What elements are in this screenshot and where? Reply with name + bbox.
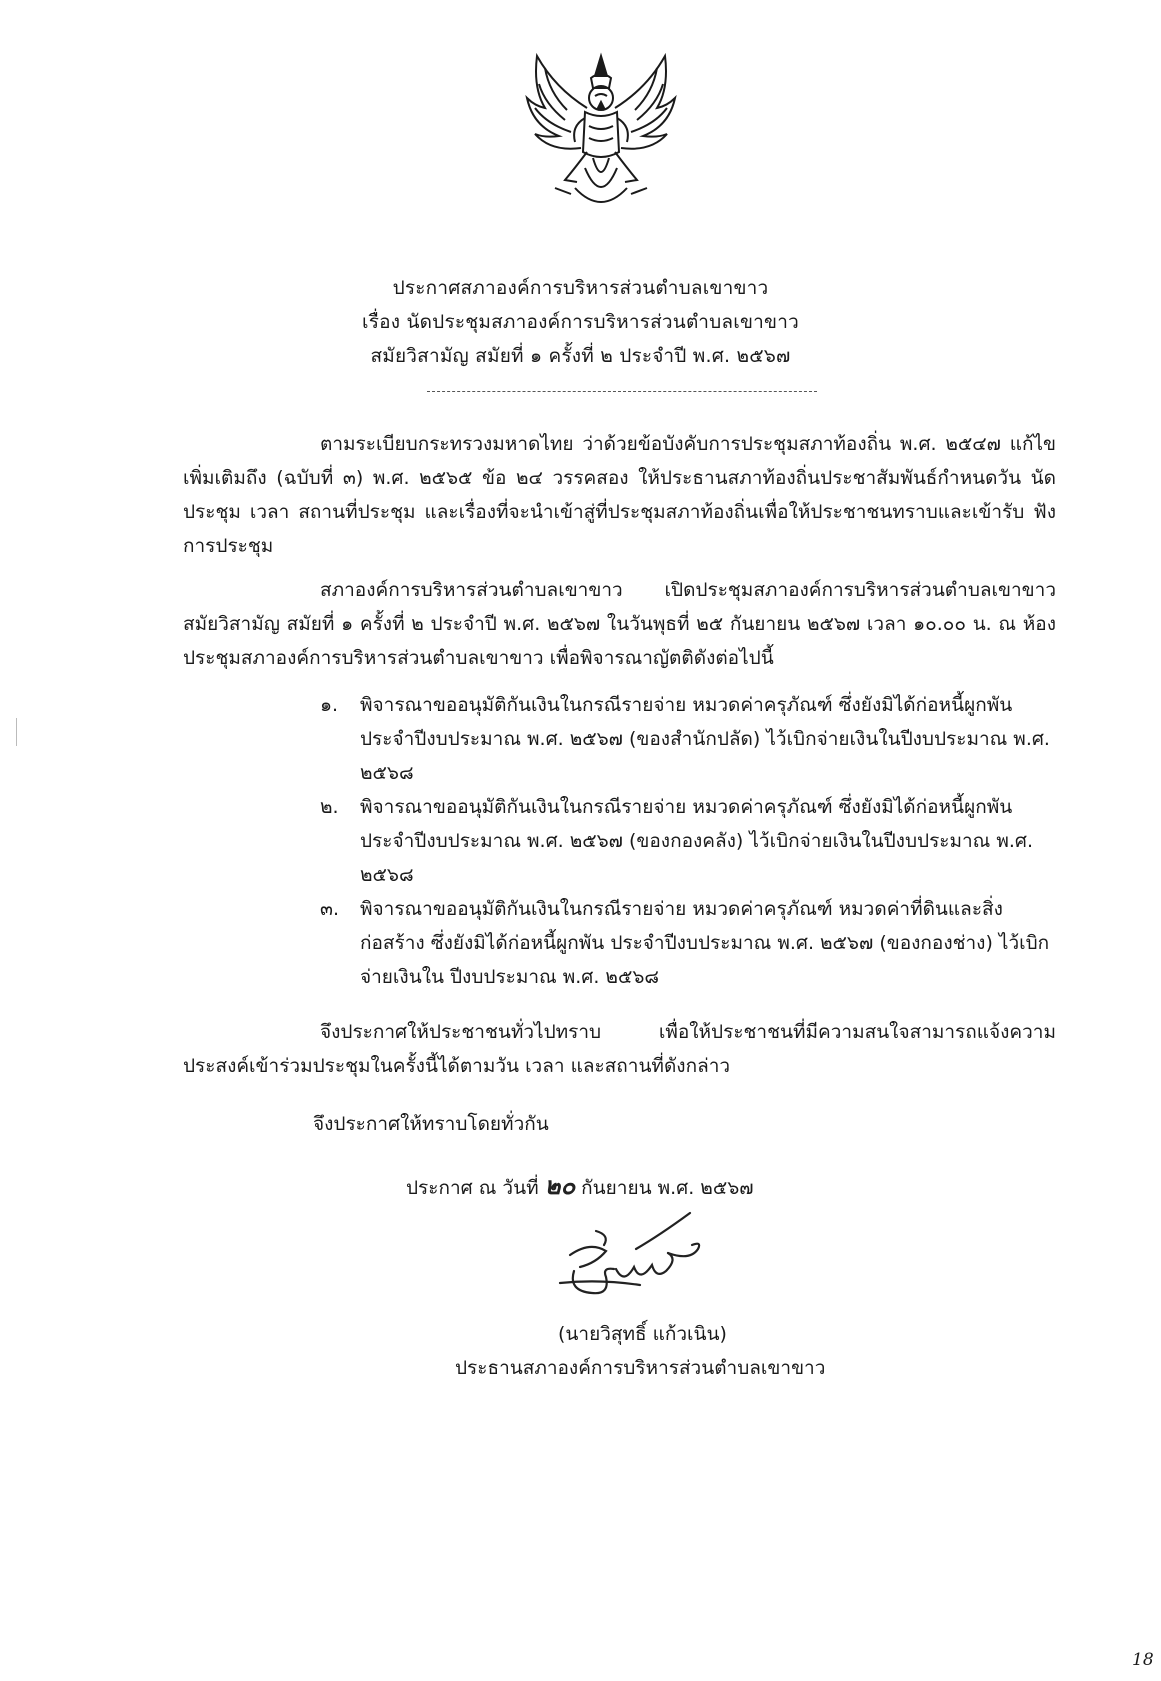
date-prefix: ประกาศ ณ วันที่ — [406, 1177, 545, 1199]
closing-statement: จึงประกาศให้ทราบโดยทั่วกัน — [313, 1113, 549, 1135]
page-number: 18 — [1132, 1650, 1154, 1670]
agenda-item — [320, 688, 1060, 790]
paragraph-meeting-text: สภาองค์การบริหารส่วนตำบลเขาขาว เปิดประชุมสภาองค์การบริหารส่วนตำบลเขาขาว สมัยวิสามัญ สมัยที่ ๑ ครั้งที่ ๒ ประจำปี พ.ศ. ๒๕๖๗ ในวันพุธที่ ๒๕ กันยายน ๒๕๖๗ เวลา ๑๐.๐๐ น. ณ ห้องประชุมสภาองค์การบริหารส่วนตำบลเขาขาว เพื่อพิจารณาญัตติดังต่อไปนี้ — [183, 579, 1056, 669]
paragraph-regulation — [183, 427, 1056, 563]
handwritten-signature — [540, 1205, 750, 1315]
announcement-session: สมัยวิสามัญ สมัยที่ ๑ ครั้งที่ ๒ ประจำปี พ.ศ. ๒๕๖๗ — [370, 345, 791, 367]
agenda-item — [320, 892, 1060, 994]
date-suffix: กันยายน พ.ศ. ๒๕๖๗ — [575, 1177, 754, 1199]
agenda-text: พิจารณาขออนุมัติกันเงินในกรณีรายจ่าย หมวดค่าครุภัณฑ์ หมวดค่าที่ดินและสิ่งก่อสร้าง ซึ่งยังมิได้ก่อหนี้ผูกพัน ประจำปีงบประมาณ พ.ศ. ๒๕๖๗ (ของกองช่าง) ไว้เบิกจ่ายเงินใน ปีงบประมาณ พ.ศ. ๒๕๖๘ — [360, 898, 1050, 988]
date-day: ๒๐ — [544, 1171, 576, 1200]
announcement-date — [406, 1166, 754, 1205]
signer-title: ประธานสภาองค์การบริหารส่วนตำบลเขาขาว — [455, 1357, 826, 1379]
agenda-text: พิจารณาขออนุมัติกันเงินในกรณีรายจ่าย หมวดค่าครุภัณฑ์ ซึ่งยังมิได้ก่อหนี้ผูกพัน ประจำปีงบประมาณ พ.ศ. ๒๕๖๗ (ของกองคลัง) ไว้เบิกจ่ายเงินในปีงบประมาณ พ.ศ. ๒๕๖๘ — [360, 796, 1033, 886]
agenda-text: พิจารณาขออนุมัติกันเงินในกรณีรายจ่าย หมวดค่าครุภัณฑ์ ซึ่งยังมิได้ก่อหนี้ผูกพัน ประจำปีงบประมาณ พ.ศ. ๒๕๖๗ (ของสำนักปลัด) ไว้เบิกจ่ายเงินในปีงบประมาณ พ.ศ. ๒๕๖๘ — [360, 694, 1050, 784]
announcement-title: ประกาศสภาองค์การบริหารส่วนตำบลเขาขาว — [392, 277, 769, 299]
announcement-subject: เรื่อง นัดประชุมสภาองค์การบริหารส่วนตำบลเขาขาว — [362, 311, 799, 333]
agenda-number: ๒. — [320, 796, 339, 818]
garuda-emblem-icon — [515, 48, 687, 220]
divider — [427, 391, 817, 392]
agenda-number: ๑. — [320, 694, 339, 716]
agenda-number: ๓. — [320, 898, 340, 920]
agenda-list — [320, 688, 1060, 994]
margin-mark — [16, 718, 17, 746]
paragraph-regulation-text: ตามระเบียบกระทรวงมหาดไทย ว่าด้วยข้อบังคับการประชุมสภาท้องถิ่น พ.ศ. ๒๕๔๗ แก้ไขเพิ่มเติมถึง (ฉบับที่ ๓) พ.ศ. ๒๕๖๕ ข้อ ๒๔ วรรคสอง ให้ประธานสภาท้องถิ่นประชาสัมพันธ์กำหนดวัน นัดประชุม เวลา สถานที่ประชุม และเรื่องที่จะนำเข้าสู่ที่ประชุมสภาท้องถิ่นเพื่อให้ประชาชนทราบและเข้ารับ ฟังการประชุม — [183, 433, 1056, 557]
paragraph-meeting — [183, 573, 1056, 675]
paragraph-public-notice — [183, 1015, 1056, 1083]
agenda-item — [320, 790, 1060, 892]
signer-name: (นายวิสุทธิ์ แก้วเนิน) — [558, 1323, 727, 1345]
paragraph-public-notice-text: จึงประกาศให้ประชาชนทั่วไปทราบ เพื่อให้ประชาชนที่มีความสนใจสามารถแจ้งความ ประสงค์เข้าร่วมประชุมในครั้งนี้ได้ตามวัน เวลา และสถานที่ดังกล่าว — [183, 1021, 1056, 1077]
